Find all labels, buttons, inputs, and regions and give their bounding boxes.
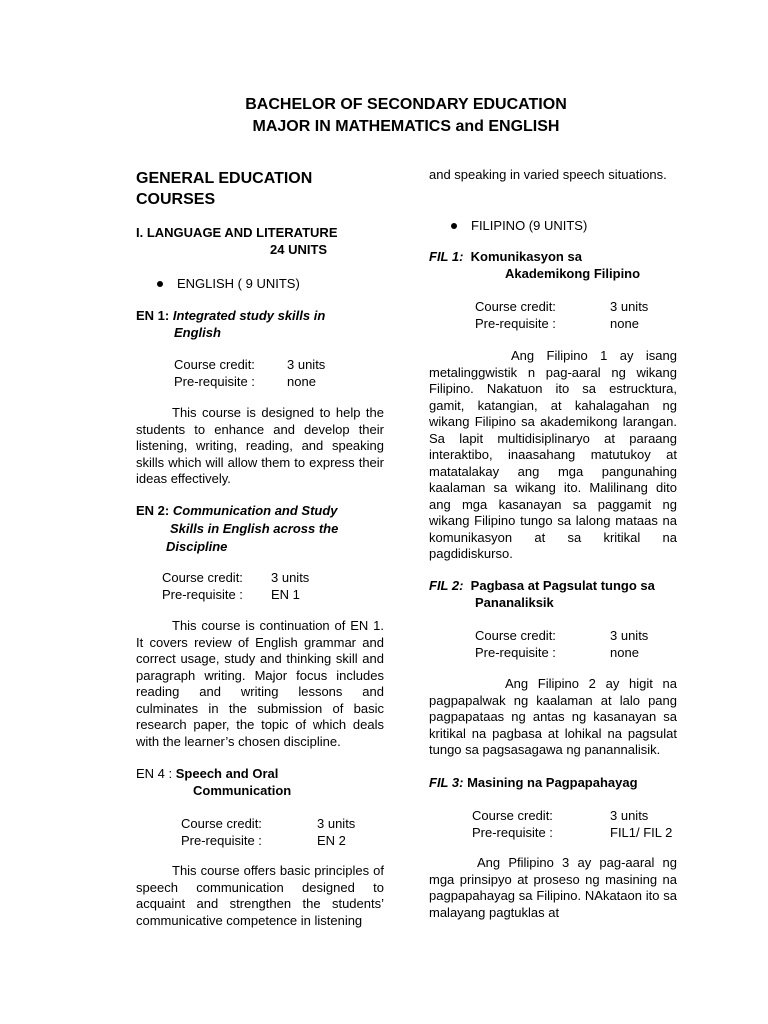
course-title-line-1: Komunikasyon sa [470, 249, 582, 264]
course-title-line-3: Discipline [166, 538, 228, 554]
course-code: EN 2: [136, 503, 170, 518]
course-code: EN 1: [136, 308, 170, 323]
course-title-line-2: Akademikong Filipino [505, 265, 641, 281]
subsection-line-1: I. LANGUAGE AND LITERATURE [136, 225, 338, 240]
credit-value: 3 units [317, 816, 356, 831]
bullet-english [157, 276, 300, 292]
prereq-label: Pre-requisite : [475, 315, 556, 331]
prereq-label: Pre-requisite : [181, 832, 262, 848]
course-fil2-description: Ang Filipino 2 ay higit na pagpapalwak ng kaalaman at lalo pang pagpapataas ng antas ng kasanayan sa kritikal na pagbasa at lohikal na pagsulat tungo sa pagsasagawa ng panannalisik. [429, 676, 677, 757]
bullet-filipino [451, 218, 587, 234]
course-title-line-1: Speech and Oral [175, 766, 279, 781]
course-en1-info [174, 357, 325, 390]
section-heading [136, 168, 312, 210]
course-en1-title [136, 308, 386, 341]
course-fil1-description: Ang Filipino 1 ay isang metalinggwistik n pag-aaral ng wikang Filipino. Nakatuon ito sa estrucktura, gamit, katangian, at kahalagahan ng wikang Filipino sa akademikong larangan. Sa lapit multidisiplinaryo at paraang interaktibo, inaasahang matutukoy at matatalakay ang mga pangunahing kaalaman sa wikang ito. Malilinang dito ang mga kasanayan sa paggamit ng wikang Filipino tungo sa lalong mataas na komunikasyon at sa kritikal na pagdidiskurso. [429, 348, 677, 561]
credit-value: 3 units [610, 808, 649, 823]
course-code: FIL 1: [429, 249, 464, 264]
course-en4-info [181, 816, 355, 849]
credit-label: Course credit: [475, 628, 556, 643]
heading-line-1: GENERAL EDUCATION [136, 170, 313, 187]
prereq-label: Pre-requisite : [174, 373, 255, 389]
credit-label: Course credit: [475, 299, 556, 314]
course-en1-description: This course is designed to help the students to enhance and develop their listening, writing, reading, and speaking skills which will allow them to express their ideas effectively. [136, 405, 384, 486]
course-en2-info [162, 570, 309, 603]
course-fil3-description: Ang Pfilipino 3 ay pag-aaral ng mga prinsipyo at proseso ng masining na pagpapahayag sa Filipino. NAkataon ito sa malayang pagtuklas at [429, 855, 677, 920]
course-fil3-info [472, 808, 672, 841]
prereq-value: EN 1 [271, 586, 300, 602]
bullet-icon [157, 281, 163, 287]
subsection-heading [136, 224, 338, 258]
title-line-1: BACHELOR OF SECONDARY EDUCATION [245, 96, 567, 113]
bullet-filipino-label: FILIPINO (9 UNITS) [471, 218, 588, 233]
course-fil1-title [429, 249, 689, 282]
credit-label: Course credit: [181, 816, 262, 831]
course-title-line-1: Masining na Pagpapahayag [467, 775, 638, 790]
course-code: EN 4 : [136, 766, 173, 781]
credit-value: 3 units [610, 299, 649, 314]
prereq-label: Pre-requisite : [472, 824, 553, 840]
title-line-2: MAJOR IN MATHEMATICS and ENGLISH [252, 118, 560, 135]
credit-label: Course credit: [472, 808, 553, 823]
bullet-icon [451, 223, 457, 229]
course-code: FIL 3: [429, 775, 464, 790]
prereq-label: Pre-requisite : [475, 644, 556, 660]
subsection-line-2: 24 UNITS [270, 242, 328, 257]
prereq-value: FIL1/ FIL 2 [610, 824, 673, 840]
course-title-line-1: Communication and Study [172, 503, 338, 518]
course-en2-title [136, 503, 396, 556]
course-title-line-2: Pananaliksik [475, 594, 554, 610]
credit-value: 3 units [271, 570, 310, 585]
heading-line-2: COURSES [136, 191, 216, 208]
credit-label: Course credit: [162, 570, 243, 585]
bullet-english-label: ENGLISH ( 9 UNITS) [177, 276, 300, 291]
credit-label: Course credit: [174, 357, 255, 372]
course-fil1-info [475, 299, 648, 332]
continuation-text: and speaking in varied speech situations. [429, 167, 667, 182]
prereq-value: none [287, 373, 316, 389]
credit-value: 3 units [287, 357, 326, 372]
prereq-value: none [610, 315, 639, 331]
credit-value: 3 units [610, 628, 649, 643]
course-title-line-1: Integrated study skills in [172, 308, 326, 323]
course-title-line-2: Communication [193, 782, 292, 798]
prereq-value: none [610, 644, 639, 660]
course-fil3-title [429, 775, 689, 792]
prereq-value: EN 2 [317, 832, 346, 848]
course-code: FIL 2: [429, 578, 464, 593]
course-title-line-2: English [174, 324, 221, 340]
prereq-label: Pre-requisite : [162, 586, 243, 602]
document-title [22, 94, 768, 138]
course-fil2-title [429, 578, 689, 611]
course-title-line-1: Pagbasa at Pagsulat tungo sa [470, 578, 655, 593]
course-en2-description: This course is continuation of EN 1. It covers review of English grammar and correct usage, study and thinking skill and paragraph writing. Major focus includes reading and writing lessons and culminates in the submission of basic research paper, the topic of which deals with the learner’s chosen discipline. [136, 618, 384, 749]
course-en4-title [136, 766, 386, 799]
course-fil2-info [475, 628, 648, 661]
course-en4-description: This course offers basic principles of speech communication designed to acquaint and strengthen the students’ communicative competence in listening [136, 863, 384, 928]
course-title-line-2: Skills in English across the [170, 520, 339, 536]
